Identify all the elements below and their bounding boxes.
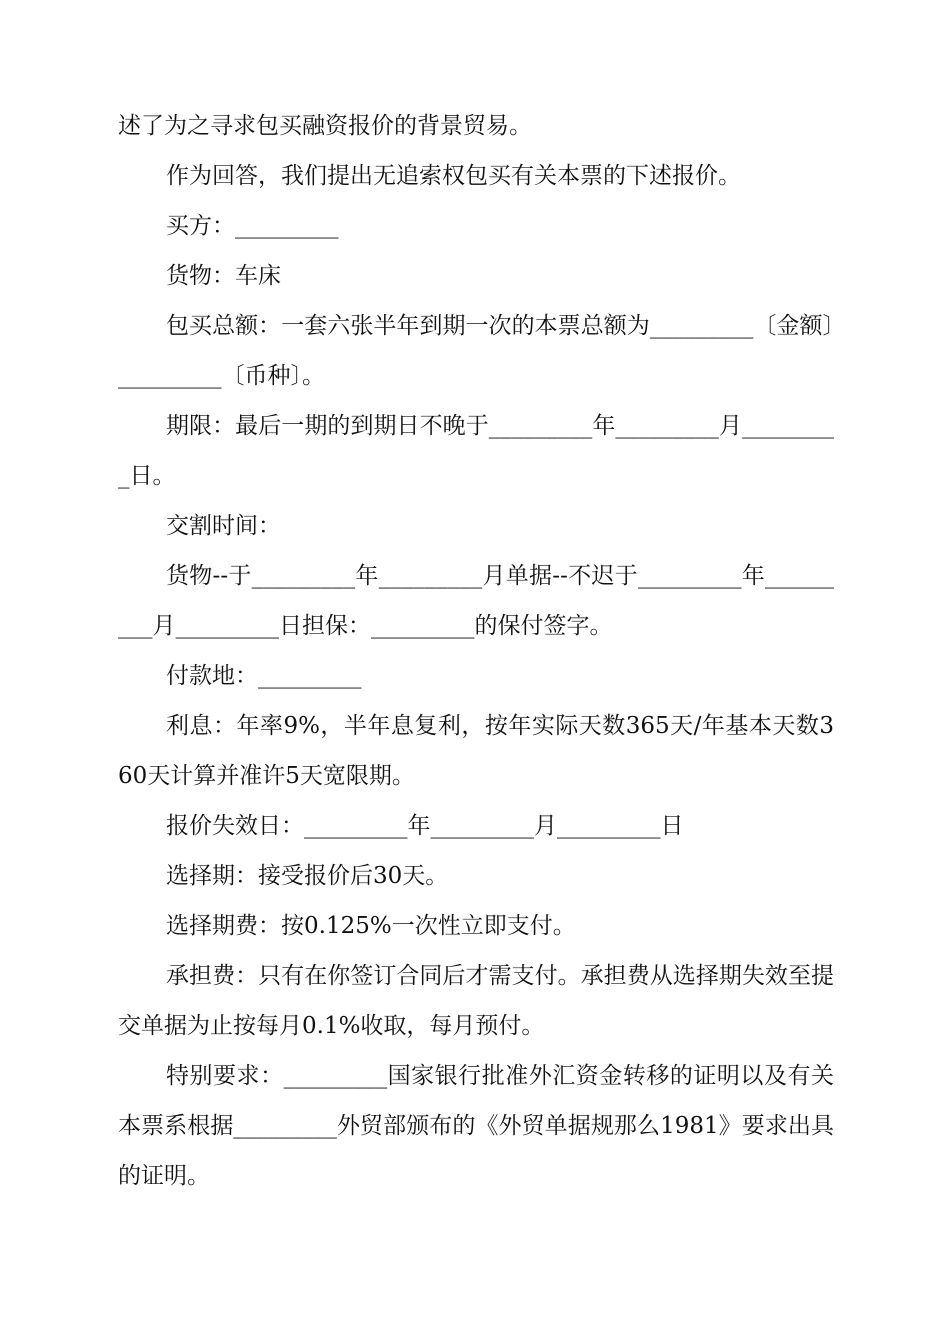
paragraph-option-period: 选择期：接受报价后30天。 [166, 863, 449, 889]
paragraph-interest: 利息：年率9%，半年息复利，按年实际天数365天/年基本天数360天计算并准许5天宽限期。 [118, 713, 834, 789]
paragraph-response: 作为回答，我们提出无追索权包买有关本票的下述报价。 [166, 163, 741, 189]
paragraph-buyer: 买方：_________ [166, 213, 339, 239]
paragraph-special-requirements: 特别要求：_________国家银行批准外汇资金转移的证明以及有关本票系根据_________外贸部颁布的《外贸单据规那么1981》要求出具的证明。 [118, 1063, 834, 1189]
paragraph-forfaiting-amount: 包买总额：一套六张半年到期一次的本票总额为_________〔金额〕_________〔币种〕。 [118, 313, 834, 389]
paragraph-goods: 货物：车床 [166, 263, 281, 289]
paragraph-payment-place: 付款地：_________ [166, 663, 362, 689]
paragraph-commitment-fee: 承担费：只有在你签订合同后才需支付。承担费从选择期失效至提交单据为止按每月0.1%收取，每月预付。 [118, 963, 834, 1039]
document-body [118, 101, 834, 1201]
paragraph-intro-continuation: 述了为之寻求包买融资报价的背景贸易。 [118, 113, 532, 139]
paragraph-delivery-time: 交割时间： [166, 513, 281, 539]
paragraph-delivery-details: 货物--于_________年_________月单据--不迟于_________年_________月_________日担保：_________的保付签字。 [118, 563, 834, 639]
paragraph-term: 期限：最后一期的到期日不晚于_________年_________月_________日。 [118, 413, 834, 489]
paragraph-offer-expiry: 报价失效日：_________年_________月_________日 [166, 813, 684, 839]
paragraph-option-fee: 选择期费：按0.125%一次性立即支付。 [166, 913, 576, 939]
